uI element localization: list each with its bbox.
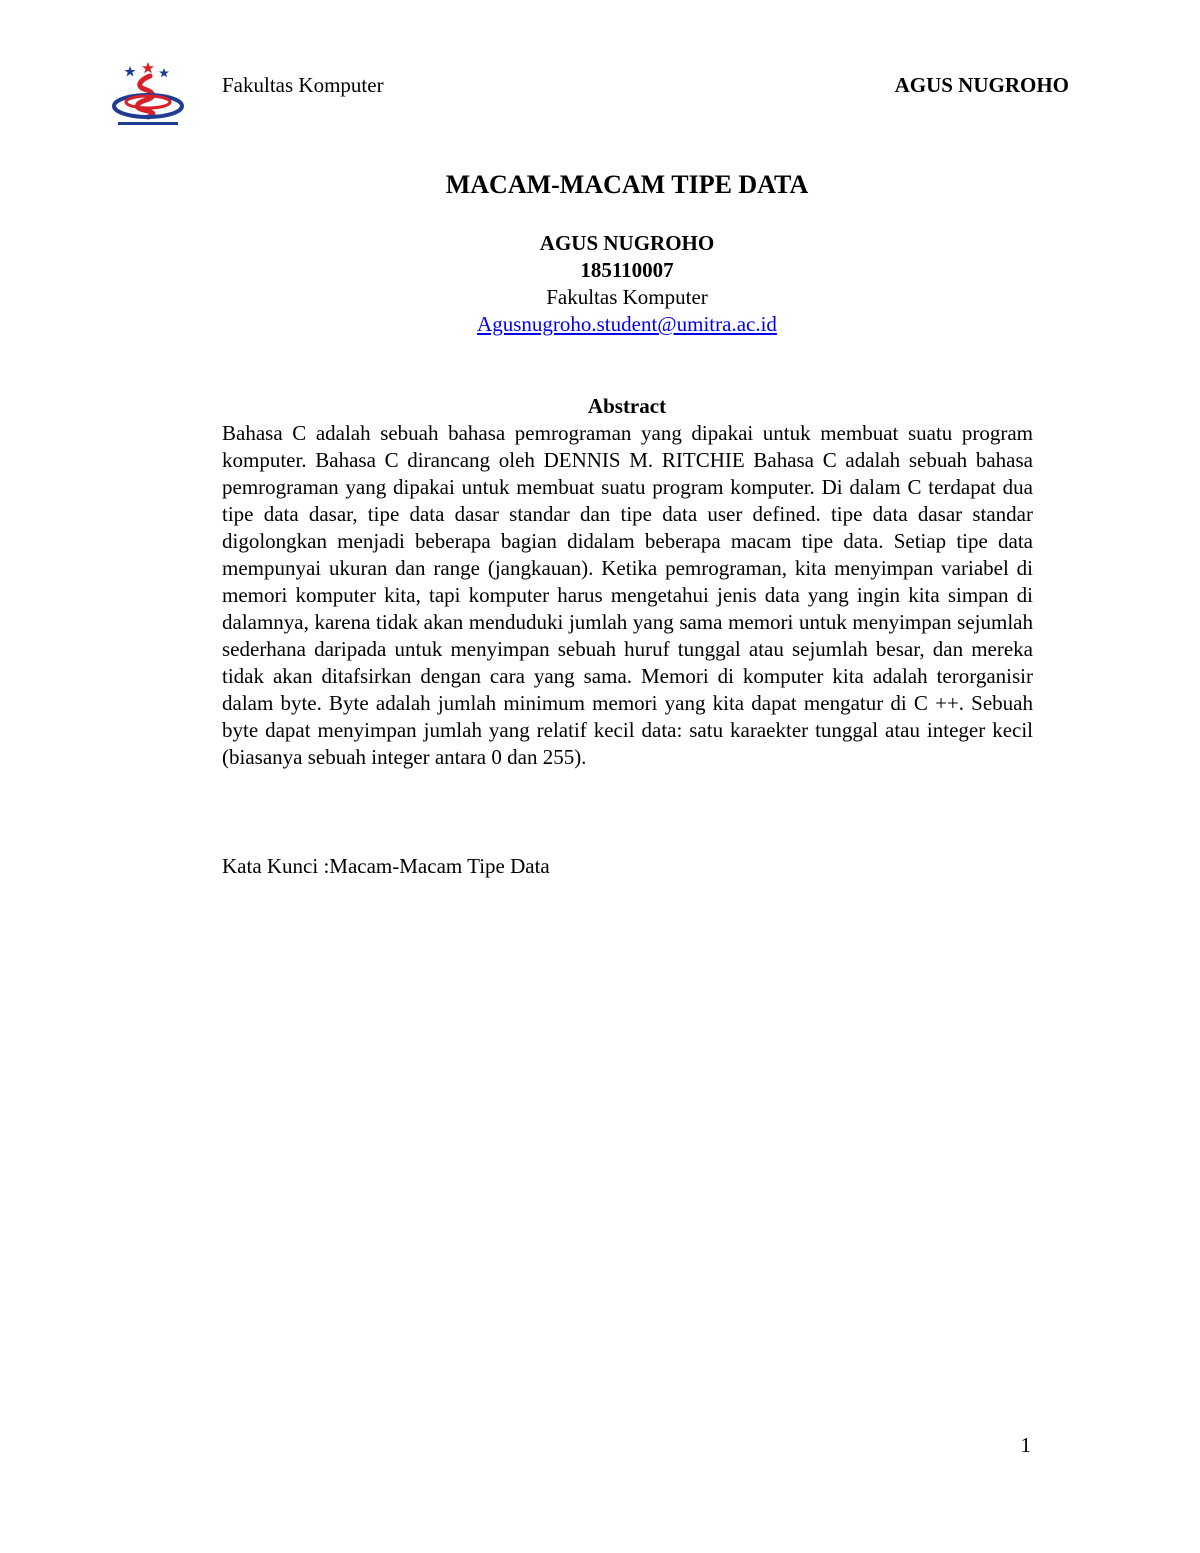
university-logo-icon [110, 62, 186, 128]
header-faculty: Fakultas Komputer [222, 73, 384, 97]
page-number: 1 [1020, 1433, 1031, 1457]
keywords: Kata Kunci :Macam-Macam Tipe Data [222, 854, 550, 878]
paper-title: MACAM-MACAM TIPE DATA [445, 170, 809, 199]
abstract-body: Bahasa C adalah sebuah bahasa pemrograman yang dipakai untuk membuat suatu program komputer. Bahasa C dirancang oleh DENNIS M. RITCHIE Bahasa C adalah sebuah bahasa pemrograman yang dipakai untuk membuat suatu program komputer. Di dalam C terdapat dua tipe data dasar, tipe data dasar standar dan tipe data user defined. tipe data dasar standar digolongkan menjadi beberapa bagian didalam beberapa macam tipe data. Setiap tipe data mempunyai ukuran dan range (jangkauan). Ketika pemrograman, kita menyimpan variabel di memori komputer kita, tapi komputer harus mengetahui jenis data yang ingin kita simpan di dalamnya, karena tidak akan menduduki jumlah yang sama memori untuk menyimpan sejumlah sederhana daripada untuk menyimpan sebuah huruf tunggal atau sejumlah besar, dan mereka tidak akan ditafsirkan dengan cara yang sama. Memori di komputer kita adalah terorganisir dalam byte. Byte adalah jumlah minimum memori yang kita dapat mengatur di C ++. Sebuah byte dapat menyimpan jumlah yang relatif kecil data: satu karaekter tunggal atau integer kecil (biasanya sebuah integer antara 0 dan 255). [222, 421, 1033, 769]
abstract-heading: Abstract [587, 394, 667, 418]
author-faculty: Fakultas Komputer [546, 285, 708, 309]
author-name: AGUS NUGROHO [539, 231, 715, 255]
author-block [0, 230, 1200, 338]
author-email-link[interactable]: Agusnugroho.student@umitra.ac.id [477, 312, 777, 336]
header-author: AGUS NUGROHO [894, 73, 1069, 97]
student-id: 185110007 [580, 258, 674, 282]
